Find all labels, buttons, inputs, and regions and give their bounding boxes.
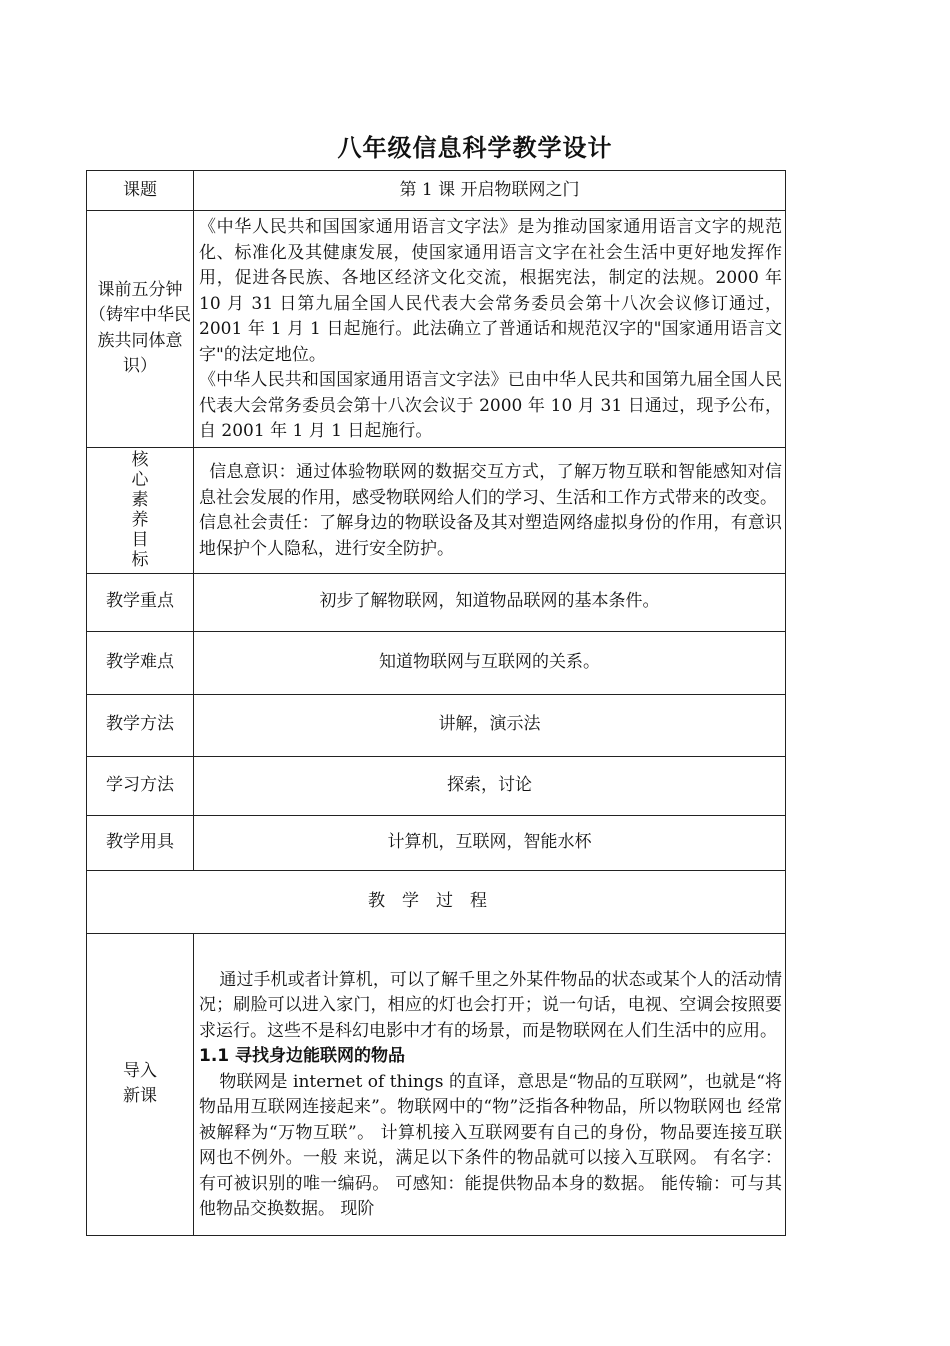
core-goals-label-char: 目 — [131, 530, 149, 550]
document-title: 八年级信息科学教学设计 — [337, 134, 613, 162]
learning-method-label: 学习方法 — [87, 756, 194, 815]
pre-class-paragraph: 《中华人民共和国国家通用语言文字法》是为推动国家通用语言文字的规范化、标准化及其健康发展，使国家通用语言文字在社会生活中更好地发挥作用，促进各民族、各地区经济文化交流，根据宪法，制定的法规。2000 年 10 月 31 日第九届全国人民代表大会常务委员会第十八次会议修订通过，2001 年 1 月 1 日起施行。此法确立了普通话和规范汉字的"国家通用语言文字"的法定地位。 — [199, 217, 782, 365]
teaching-method-label: 教学方法 — [87, 694, 194, 756]
row-key-points — [87, 573, 786, 631]
core-goals-label-char: 核 — [131, 450, 149, 470]
intro-label — [87, 933, 194, 1235]
pre-class-label: 课前五分钟（铸牢中华民族共同体意识） — [87, 211, 194, 448]
core-goals-label-char: 标 — [131, 550, 149, 570]
core-goals-label-char: 素 — [131, 490, 149, 510]
pre-class-content — [194, 211, 786, 448]
pre-class-paragraph: 《中华人民共和国国家通用语言文字法》已由中华人民共和国第九届全国人民代表大会常务委员会第十八次会议于 2000 年 10 月 31 日通过，现予公布，自 2001 年 1 月 1 日起施行。 — [199, 370, 782, 441]
tools-label: 教学用具 — [87, 815, 194, 870]
intro-label-line: 导入 — [123, 1060, 157, 1081]
row-process-header — [87, 870, 786, 933]
core-goals-content — [194, 447, 786, 573]
teaching-method-value: 讲解，演示法 — [194, 694, 786, 756]
difficulties-value: 知道物联网与互联网的关系。 — [194, 631, 786, 694]
core-goals-label-char: 养 — [131, 510, 149, 530]
core-goals-paragraph: 信息意识：通过体验物联网的数据交互方式，了解万物互联和智能感知对信息社会发展的作用，感受物联网给人们的学习、生活和工作方式带来的改变。 — [199, 462, 782, 508]
key-points-value: 初步了解物联网，知道物品联网的基本条件。 — [194, 573, 786, 631]
tools-value: 计算机，互联网，智能水杯 — [194, 815, 786, 870]
topic-label: 课题 — [87, 171, 194, 211]
difficulties-label: 教学难点 — [87, 631, 194, 694]
intro-paragraph: 物联网是 internet of things 的直译，意思是“物品的互联网”，也就是“将 物品用互联网连接起来”。物联网中的“物”泛指各种物品，所以物联网也 经常被解释为“万物互联”。 计算机接入互联网要有自己的身份，物品要连接互联网也不例外。一般 来说，满足以下条件的物品就可以接入互联网。 有名字：有可被识别的唯一编码。 可感知：能提供物品本身的数据。 能传输：可与其他物品交换数据。 现阶 — [199, 1071, 782, 1219]
lesson-plan-table — [86, 170, 786, 1236]
topic-value: 第 1 课 开启物联网之门 — [194, 171, 786, 211]
intro-paragraph: 通过手机或者计算机，可以了解千里之外某件物品的状态或某个人的活动情况；刷脸可以进入家门，相应的灯也会打开；说一句话，电视、空调会按照要求运行。这些不是科幻电影中才有的场景，而是物联网在人们生活中的应用。 — [199, 969, 782, 1041]
row-teaching-method — [87, 694, 786, 756]
intro-label-line: 新课 — [123, 1086, 157, 1106]
row-core-goals — [87, 447, 786, 573]
intro-content — [194, 933, 786, 1235]
core-goals-label-char: 心 — [131, 470, 149, 490]
process-header: 教学过程 — [87, 870, 786, 933]
row-topic — [87, 171, 786, 211]
row-intro — [87, 933, 786, 1235]
key-points-label: 教学重点 — [87, 573, 194, 631]
section-heading: 1.1 寻找身边能联网的物品 — [199, 1046, 406, 1066]
row-learning-method — [87, 756, 786, 815]
row-tools — [87, 815, 786, 870]
row-pre-class — [87, 211, 786, 448]
core-goals-label — [87, 447, 194, 573]
learning-method-value: 探索，讨论 — [194, 756, 786, 815]
core-goals-paragraph: 信息社会责任：了解身边的物联设备及其对塑造网络虚拟身份的作用，有意识地保护个人隐私，进行安全防护。 — [199, 513, 782, 559]
row-difficulties — [87, 631, 786, 694]
